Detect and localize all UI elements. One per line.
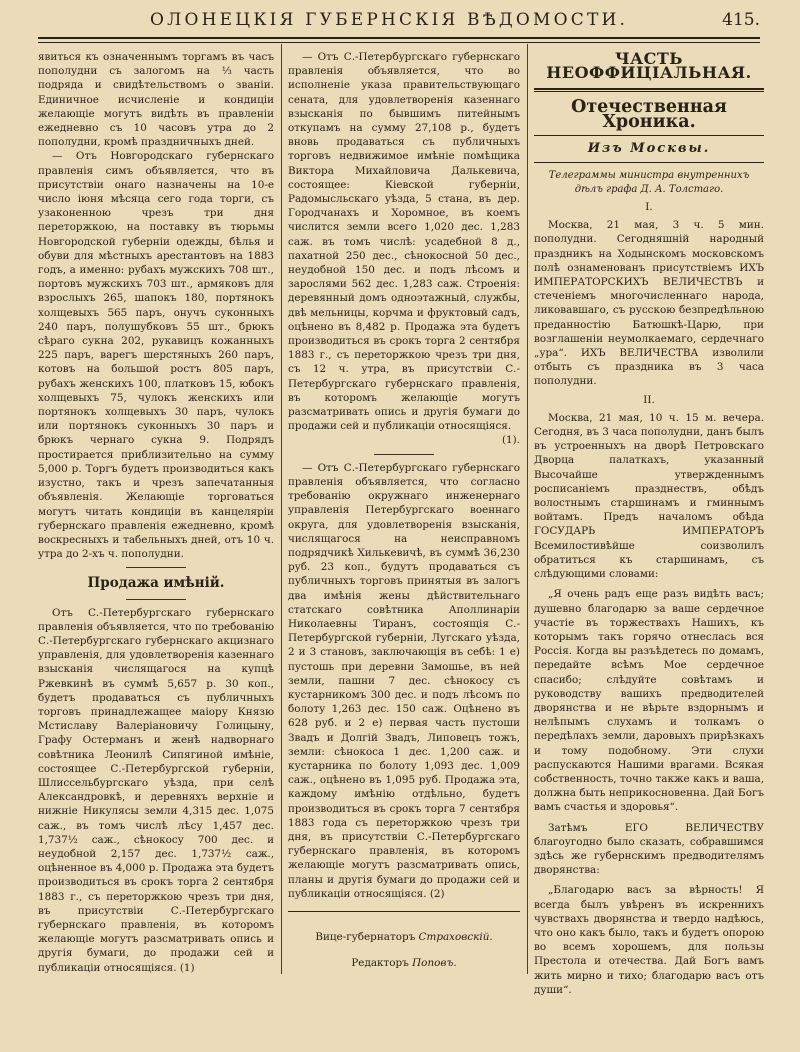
notice-mark: (1). [501, 434, 520, 447]
header-rule [38, 37, 760, 43]
vice-governor-name: Страховскій. [418, 930, 493, 943]
section-unofficial-part: ЧАСТЬ НЕОФФИЦІАЛЬНАЯ. [546, 49, 752, 83]
editor-signature [288, 956, 520, 970]
separator [126, 567, 186, 568]
heading-chronicle: Отечественная Хроника. [571, 97, 727, 132]
double-rule [534, 88, 764, 92]
telegram-2-text: Москва, 21 мая, 10 ч. 15 м. вечера. Сегодня, въ 3 часа пополудни, данъ былъ въ устроенныхъ на дворѣ Петровскаго Дворца палаткахъ, указанный Высочайше утвержденнымъ росписаніемъ празднествъ, обѣдъ волостнымъ старшинамъ и гминнымъ войтамъ. Предъ началомъ обѣда ГОСУДАРЬ ИМПЕРАТОРЪ Всемилостивѣйше соизволилъ обратиться къ старшинамъ, съ слѣдующими словами: [534, 411, 764, 581]
emperor-speech-elders: „Я очень радъ еще разъ видѣть васъ; душевно благодарю за ваше сердечное участіе въ торжествахъ Нашихъ, къ которымъ такъ горячо отнеслась вся Россія. Когда вы разъѣдетесь по домамъ, передайте всѣмъ Мое сердечное спасибо; слѣдуйте совѣтамъ и руководству вашихъ предводителей дворянства и не вѣрьте вздорнымъ и нелѣпымъ слухамъ и толкамъ о передѣлахъ земли, даровыхъ прирѣзкахъ и тому подобному. Эти слухи распускаются Нашими врагами. Всякая собственность, точно также какъ и ваша, должна быть неприкосновенна. Дай Богъ вамъ счастья и здоровья“. [534, 588, 764, 814]
telegram-1-text: Москва, 21 мая, 3 ч. 5 мин. пополудни. Сегодняшній народный праздникъ на Ходынскомъ московскомъ полѣ ознаменованъ присутствіемъ ИХЪ ИМПЕРАТОРСКИХЪ ВЕЛИЧЕСТВЪ и стеченіемъ многочисленнаго народа, ликовавшаго, съ русскою безпредѣльною преданностію Батюшкѣ-Царю, при возглашеніи неумолкаемаго, сердечнаго „ура“. ИХЪ ВЕЛИЧЕСТВА изволили отбыть съ праздника въ 3 часа пополудни. [534, 219, 764, 388]
separator [534, 135, 764, 136]
notice-estate-sale: Отъ С.-Петербургскаго губернскаго правленія объявляется, что по требованію С.-Петербургскаго губернскаго акцизнаго управленія, для удовлетворенія казеннаго взысканія числящагося на купцѣ Ржевкинѣ въ суммѣ 5,657 р. 30 коп., будетъ продаваться съ публичныхъ торговъ принадлежащее маіору Князю Мстиславу Валеріановичу Голицыну, Графу Остерманъ и женѣ надворнаго совѣтника Леонилѣ Сипягиной имѣніе, состоящее С.-Петербургской губерніи, Шлиссельбургскаго уѣзда, при селѣ Александровкѣ, и деревняхъ верхніе и нижніе Никулясы земли 4,315 дес. 1,075 саж., въ томъ числѣ лѣсу 1,457 дес. 1,737½ саж., сѣнокосу 700 дес. и неудобной 2,157 дес. 1,737½ саж., оцѣненное въ 4,000 р. Продажа эта будетъ производиться въ срокъ торга 2 сентября 1883 г., съ переторжкою чрезъ три дня, въ присутствіи С.-Петербургскаго губернскаго правленія, въ которомъ желающіе могутъ разсматривать опись и другія бумаги, до продажи сей и публикаціи относящіяся. (1) [38, 606, 274, 974]
column-right [534, 50, 764, 997]
notice-novgorod: — Отъ Новгородскаго губернскаго правленія симъ объявляется, что въ присутствіи онаго назначены на 10-е число іюня мѣсяца сего года торги, съ узаконенною чрезъ три дня переторжкою, на поставку въ тюрьмы Новгородской губерніи одежды, бѣлья и обуви для мѣстныхъ арестантовъ на 1883 годъ, а именно: рубахъ мужскихъ 708 шт., портовъ мужскихъ 703 шт., армяковъ для взрослыхъ 265, шапокъ 180, портянокъ холщевыхъ 565 паръ, онучъ суконныхъ 240 паръ, полушубковъ 55 шт., брюкъ сѣраго сукна 202, рукавицъ кожанныхъ 225 паръ, варегъ шерстяныхъ 260 паръ, котовъ на большой ростъ 805 паръ, рубахъ женскихъ 100, платковъ 15, юбокъ холщевыхъ 75, чулокъ женскихъ или портянокъ холщевыхъ 30 паръ, чулокъ или портянокъ суконныхъ 30 паръ и брюкъ чернаго сукна 9. Подрядъ простирается приблизительно на сумму 5,000 р. Торгъ будетъ производиться какъ изустно, такъ и чрезъ запечатанныя объявленія. Желающіе торговаться могутъ читать кондиціи въ канцеляріи губернскаго правленія ежедневно, кромѣ воскресныхъ и табельныхъ дней, отъ 10 ч. утра до 2-хъ ч. пополудни. [38, 150, 274, 561]
heading-from-moscow: Изъ Москвы. [587, 140, 711, 156]
editor-label: Редакторъ [351, 957, 409, 970]
telegram-number-1: I. [645, 201, 653, 214]
page-number: 415. [722, 10, 760, 30]
newspaper-title: ОЛОНЕЦКІЯ ГУБЕРНСКІЯ ВѢДОМОСТИ. [150, 10, 629, 30]
column-divider [281, 44, 282, 974]
separator [288, 911, 520, 912]
notice-dalkevich-estate: — Отъ С.-Петербургскаго губернскаго правленія объявляется, что во исполненіе указа правительствующаго сената, для удовлетворенія казеннаго взысканія по бывшимъ питейнымъ откупамъ на сумму 27,108 р., будетъ вновь продаваться съ публичныхъ торговъ недвижимое имѣніе помѣщика Виктора Михайловича Далькевича, состоящее: Кіевской губерніи, Радомысльскаго уѣзда, 5 стана, въ дер. Городчанахъ и Хоромное, въ коемъ числится земли всего 1,020 дес. 1,283 саж. въ томъ числѣ: усадебной 8 д., пахатной 250 дес., сѣнокосной 50 дес., неудобной 150 дес. и подъ лѣсомъ и зарослями 562 дес. 1,283 саж. Строенія: деревянный домъ одноэтажный, службы, двѣ мельницы, корчма и фруктовый садъ, оцѣнено въ 8,482 р. Продажа эта будетъ производиться въ срокъ торга 2 сентября 1883 г., съ переторжкою чрезъ три дня, съ 12 ч. утра, въ присутствіи С.-Петербургскаго губернскаго правленія, въ которомъ желающіе могутъ разсматривать опись и другія бумаги до продажи сей и публикаціи относящіяся. [288, 51, 520, 433]
notice-tiran-estates: — Отъ С.-Петербургскаго губернскаго правленія объявляется, что согласно требованію окружнаго инженернаго управленія Петербургскаго военнаго округа, для удовлетворенія взысканія, числящагося на неисправномъ подрядчикѣ Хилькевичѣ, въ суммѣ 36,230 руб. 23 коп., будутъ продаваться съ публичныхъ торговъ принятыя въ залогъ два имѣнія жены дѣйствительнаго статскаго совѣтника Аполлинаріи Николаевны Тиранъ, состоящія С.-Петербургской губерніи, Лугскаго уѣзда, 2 и 3 становъ, заключающія въ себѣ: 1 е) пустошь при деревни Замошье, въ ней земли, пашни 7 дес. сѣнокосу съ кустарникомъ 300 дес. и подъ лѣсомъ по болоту 1,263 дес. 150 саж. Оцѣнено въ 628 руб. и 2 е) первая часть пустоши Звадъ и Долгій Звадъ, Липовецъ тожъ, земли: сѣнокоса 1 дес. 1,200 саж. и кустарника по болоту 1,093 дес. 1,009 саж., оцѣнено въ 1,095 руб. Продажа эта, каждому имѣнію отдѣльно, будетъ производиться въ срокъ торга 7 сентября 1883 года съ переторжкою чрезъ три дня, въ присутствіи С.-Петербургскаго губернскаго правленія, въ которомъ желающіе могутъ разсматривать опись, планы и другія бумаги до продажи сей и публикаціи относящіяся. (2) [288, 461, 520, 900]
separator [374, 454, 434, 455]
vice-governor-signature [288, 930, 520, 944]
telegram-number-2: II. [643, 393, 655, 406]
notice-text: явиться къ означеннымъ торгамъ въ часъ пополудни съ залогомъ на ⅓ часть подряда и свидѣтельствомъ о званіи. Единичное исчисленіе и кондиціи желающіе могутъ видѣть въ правленіи ежедневно съ 10 часовъ утра до 2 пополудни, кромѣ праздничныхъ дней. [38, 51, 274, 149]
separator [126, 599, 186, 600]
separator [534, 162, 764, 163]
telegrams-caption: Телеграммы министра внутреннихъ дѣлъ графа Д. А. Толстаго. [548, 170, 750, 195]
editor-name: Поповъ. [412, 957, 457, 970]
emperor-speech-nobility: „Благодарю васъ за вѣрность! Я всегда былъ увѣренъ въ искреннихъ чувствахъ дворянства и твердо надѣюсь, что оно какъ было, такъ и будетъ опорою во всемъ хорошемъ, для пользы Престола и отечества. Дай Богъ вамъ жить мирно и тихо; благодарю васъ отъ души“. [534, 884, 764, 996]
column-divider [527, 44, 528, 974]
vice-governor-label: Вице-губернаторъ [315, 930, 416, 943]
column-middle [288, 50, 520, 970]
speech-intro-nobility: Затѣмъ ЕГО ВЕЛИЧЕСТВУ благоугодно было сказать, собравшимся здѣсь же губернскимъ предводителямъ дворянства: [534, 821, 764, 877]
column-left [38, 50, 274, 975]
page-header [40, 6, 762, 40]
section-heading-estates: Продажа имѣній. [87, 575, 225, 592]
